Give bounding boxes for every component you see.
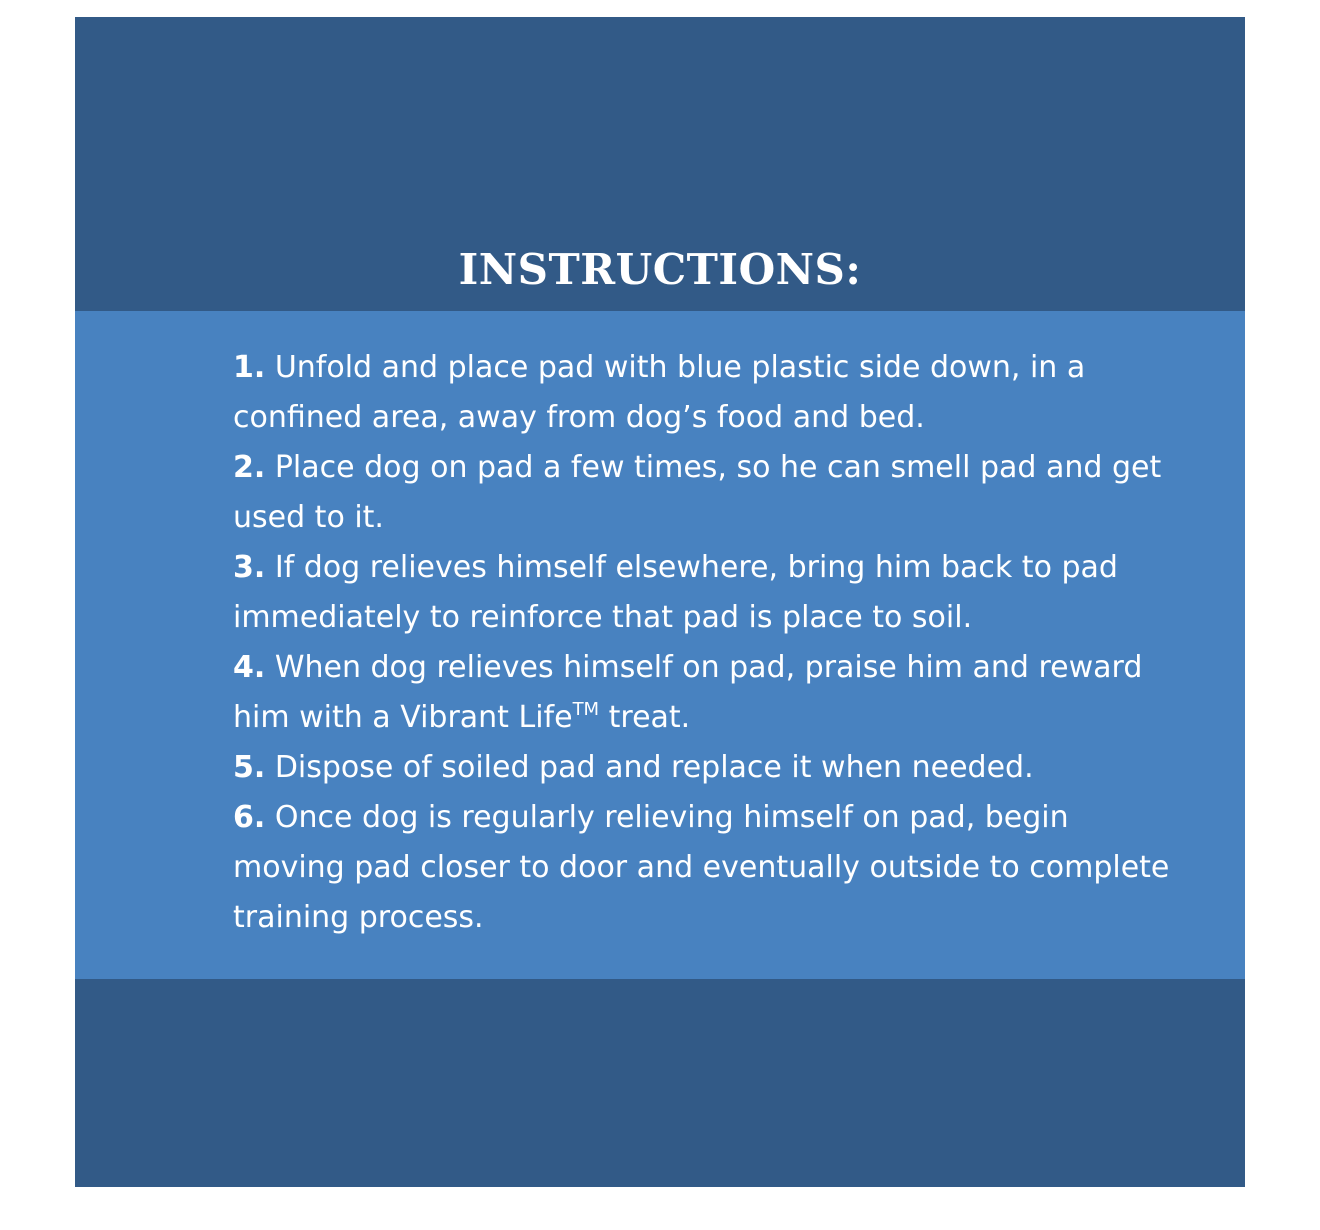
step-text-after: treat. (608, 700, 691, 735)
step-number: 4. (233, 650, 266, 685)
step-text: If dog relieves himself elsewhere, bring him back to pad immediately to reinforce that pad is place to soil. (233, 550, 1118, 635)
step-number: 3. (233, 550, 266, 585)
step-text: Unfold and place pad with blue plastic side down, in a confined area, away from dog’s food and bed. (233, 350, 1086, 435)
instructions-title: INSTRUCTIONS: (458, 245, 862, 294)
step-1 (233, 343, 1173, 443)
trademark-symbol: TM (572, 699, 600, 720)
step-number: 6. (233, 800, 266, 835)
step-number: 2. (233, 450, 266, 485)
step-number: 1. (233, 350, 266, 385)
step-text: Place dog on pad a few times, so he can smell pad and get used to it. (233, 450, 1162, 535)
step-4 (233, 643, 1173, 743)
step-5 (233, 743, 1173, 793)
step-2 (233, 443, 1173, 543)
step-text: Once dog is regularly relieving himself on pad, begin moving pad closer to door and eventually outside to complete training process. (233, 800, 1170, 935)
instructions-panel (75, 17, 1245, 1187)
instructions-band (75, 311, 1245, 979)
step-text: When dog relieves himself on pad, praise him and reward him with a Vibrant Life (233, 650, 1143, 735)
step-text: Dispose of soiled pad and replace it when needed. (274, 750, 1034, 785)
instructions-list (233, 343, 1173, 943)
step-3 (233, 543, 1173, 643)
step-6 (233, 793, 1173, 943)
step-number: 5. (233, 750, 266, 785)
